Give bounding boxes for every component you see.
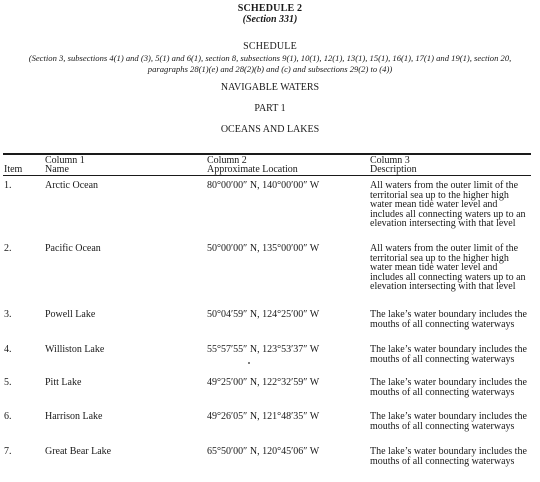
water-description: The lake’s water boundary includes the mouths of all connecting waterways	[370, 446, 527, 467]
water-description: The lake’s water boundary includes the mouths of all connecting waterways	[370, 344, 527, 365]
schedule-title: SCHEDULE	[243, 41, 297, 52]
water-name: Harrison Lake	[45, 411, 103, 422]
item-number: 4.	[4, 344, 12, 355]
location-column-header: Approximate Location	[207, 164, 298, 175]
item-number: 6.	[4, 411, 12, 422]
part-number: PART 1	[254, 103, 286, 114]
approximate-location: 65°50′00″ N, 120°45′06″ W	[207, 446, 320, 457]
column-3-label: Column 3	[370, 155, 410, 166]
name-column-header: Name	[45, 164, 69, 175]
water-description: All waters from the outer limit of the territorial sea up to the higher high water mean tide water level and includes all connecting waters up to an elevation intersecting with that level	[370, 243, 526, 292]
approximate-location: 50°00′00″ N, 135°00′00″ W	[207, 243, 320, 254]
column-2-label: Column 2	[207, 155, 247, 166]
table-header-rule	[3, 175, 531, 176]
item-column-header: Item	[4, 164, 23, 175]
water-name: Williston Lake	[45, 344, 105, 355]
water-name: Powell Lake	[45, 309, 96, 320]
water-description: The lake’s water boundary includes the mouths of all connecting waterways	[370, 309, 527, 330]
approximate-location: 50°04′59″ N, 124°25′00″ W	[207, 309, 320, 320]
section-reference: (Section 331)	[242, 14, 298, 25]
approximate-location: 49°26′05″ N, 121°48′35″ W	[207, 411, 320, 422]
approximate-location: 55°57′55″ N, 123°53′37″ W	[207, 344, 320, 355]
item-number: 3.	[4, 309, 12, 320]
item-number: 7.	[4, 446, 12, 457]
item-number: 1.	[4, 180, 12, 191]
schedule-subsections-note: (Section 3, subsections 4(1) and (3), 5(1) and 6(1), section 8, subsections 9(1), 10(1), 12(1), 13(1), 15(1), 16(1), 17(1) and 19(1), section 20, paragraphs 28(1)(e) and 28(2)(b) and (c) and subsections 29(2) to (4))	[28, 53, 512, 74]
column-1-label: Column 1	[45, 155, 85, 166]
approximate-location: 80°00′00″ N, 140°00′00″ W	[207, 180, 320, 191]
water-name: Great Bear Lake	[45, 446, 112, 457]
water-description: The lake’s water boundary includes the mouths of all connecting waterways	[370, 377, 527, 398]
part-title: OCEANS AND LAKES	[220, 124, 320, 135]
scan-speck	[248, 362, 250, 364]
item-number: 2.	[4, 243, 12, 254]
schedule-heading: SCHEDULE 2	[237, 3, 303, 14]
water-name: Pacific Ocean	[45, 243, 101, 254]
part-heading: NAVIGABLE WATERS	[220, 82, 320, 93]
water-description: The lake’s water boundary includes the mouths of all connecting waterways	[370, 411, 527, 432]
water-name: Pitt Lake	[45, 377, 82, 388]
water-name: Arctic Ocean	[45, 180, 99, 191]
description-column-header: Description	[370, 164, 417, 175]
item-number: 5.	[4, 377, 12, 388]
water-description: All waters from the outer limit of the territorial sea up to the higher high water mean tide water level and includes all connecting waters up to an elevation intersecting with that level	[370, 180, 526, 229]
approximate-location: 49°25′00″ N, 122°32′59″ W	[207, 377, 320, 388]
